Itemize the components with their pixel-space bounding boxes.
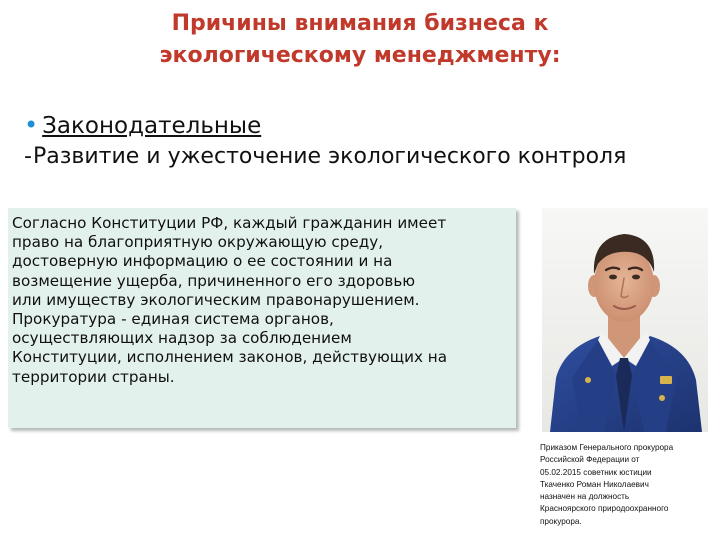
dash-mark: - [24,144,32,169]
caption-line: Красноярского природоохранного [540,504,669,514]
title-line-2: экологическому менеджменту: [159,43,561,68]
info-line: Прокуратура - единая система органов, [12,310,334,329]
caption-line: 05.02.2015 советник юстиции [540,467,652,477]
info-line: осуществляющих надзор за соблюдением [12,329,352,348]
bullet-icon: • [24,111,39,139]
info-line: право на благоприятную окружающую среду, [12,233,384,252]
info-line: Конституции, исполнением законов, действующих на [12,348,448,367]
info-box [8,208,516,428]
caption-line: назначен на должность [540,492,630,502]
slide-title [100,8,620,72]
title-line-1: Причины внимания бизнеса к [171,11,549,36]
info-line: достоверную информацию о ее состоянии и на [12,252,393,271]
dash-item [24,142,626,172]
info-line: или имуществу экологическим правонарушением. [12,290,420,309]
bullet-heading: Законодательные [42,113,262,139]
caption-line: Ткаченко Роман Николаевич [540,479,649,489]
info-line: возмещение ущерба, причиненного его здоровью [12,271,416,290]
info-line: Согласно Конституции РФ, каждый гражданин имеет [12,214,447,232]
caption-line: прокурора. [540,516,582,526]
bullet-item [24,110,261,141]
info-text [12,214,512,387]
caption-line: Российской Федерации от [540,455,640,465]
portrait-illustration [542,208,708,432]
caption-line: Приказом Генерального прокурора [540,443,674,452]
photo-caption [540,442,712,528]
info-line: территории страны. [12,367,175,386]
prosecutor-photo [542,208,708,432]
dash-text: Развитие и ужесточение экологического контроля [32,144,627,169]
